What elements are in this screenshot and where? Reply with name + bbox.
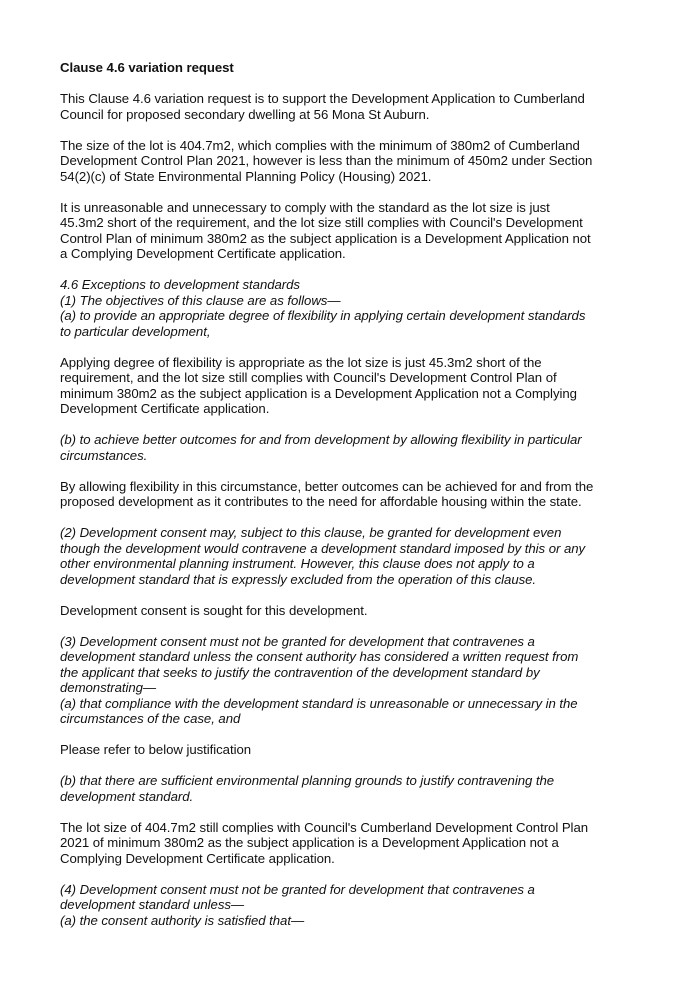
body-paragraph xyxy=(60,820,660,867)
text-line: the applicant that seeks to justify the contravention of the development standard by xyxy=(60,664,540,680)
text-line: other environmental planning instrument. However, this clause does not apply to a xyxy=(60,556,535,571)
text-line: The size of the lot is 404.7m2, which complies with the minimum of 380m2 of Cumberland xyxy=(60,137,580,153)
quoted-clause-paragraph xyxy=(60,525,660,587)
text-line: Complying Development Certificate application. xyxy=(60,850,335,866)
text-line: minimum 380m2 as the subject application is a Development Application not a Complying xyxy=(60,385,577,401)
text-line: to particular development, xyxy=(60,323,211,339)
text-line: development standard that is expressly excluded from the operation of this clause. xyxy=(60,571,537,587)
text-line: Development Certificate application. xyxy=(60,401,270,416)
text-line: development standard unless the consent authority has considered a written request from xyxy=(60,649,579,664)
body-paragraph xyxy=(60,479,660,510)
text-line: proposed development as it contributes to the need for affordable housing within the state. xyxy=(60,494,582,509)
text-line: though the development would contravene a development standard imposed by this or any xyxy=(60,540,586,556)
text-line: (4) Development consent must not be granted for development that contravenes a xyxy=(60,881,535,897)
text-line: Council for proposed secondary dwelling at 56 Mona St Auburn. xyxy=(60,106,430,122)
text-line: (1) The objectives of this clause are as follows— xyxy=(60,292,341,308)
text-line: development standard unless— xyxy=(60,897,245,912)
text-line: requirement, and the lot size still complies with Council's Development Control Plan of xyxy=(60,370,557,385)
text-line: Development Control Plan 2021, however is less than the minimum of 450m2 under Section xyxy=(60,153,593,168)
quoted-clause-paragraph xyxy=(60,277,660,339)
quoted-clause-paragraph xyxy=(60,634,660,727)
text-line: (a) the consent authority is satisfied that— xyxy=(60,912,305,928)
text-line: Control Plan of minimum 380m2 as the subject application is a Development Application not xyxy=(60,230,591,246)
text-line: (3) Development consent must not be granted for development that contravenes a xyxy=(60,633,535,649)
body-paragraph xyxy=(60,355,660,417)
body-paragraph xyxy=(60,91,660,122)
text-line: demonstrating— xyxy=(60,680,157,695)
text-line: development standard. xyxy=(60,788,194,804)
quoted-clause-paragraph xyxy=(60,773,660,804)
text-line: This Clause 4.6 variation request is to support the Development Application to Cumberland xyxy=(60,91,585,106)
text-line: It is unreasonable and unnecessary to comply with the standard as the lot size is just xyxy=(60,199,550,215)
document-title: Clause 4.6 variation request xyxy=(60,60,234,75)
text-line: Development consent is sought for this development. xyxy=(60,602,368,618)
text-line: a Complying Development Certificate application. xyxy=(60,246,346,261)
text-line: circumstances of the case, and xyxy=(60,711,241,726)
body-paragraph xyxy=(60,742,660,758)
document-body xyxy=(60,91,660,928)
text-line: 4.6 Exceptions to development standards xyxy=(60,277,300,292)
text-line: Please refer to below justification xyxy=(60,742,252,757)
text-line: 54(2)(c) of State Environmental Planning Policy (Housing) 2021. xyxy=(60,168,432,184)
text-line: The lot size of 404.7m2 still complies with Council's Cumberland Development Control Plan xyxy=(60,819,589,835)
document-page xyxy=(60,60,660,944)
text-line: Applying degree of flexibility is appropriate as the lot size is just 45.3m2 short of the xyxy=(60,354,542,370)
text-line: (a) that compliance with the development standard is unreasonable or unnecessary in the xyxy=(60,695,578,711)
text-line: By allowing flexibility in this circumstance, better outcomes can be achieved for and from the xyxy=(60,478,594,494)
body-paragraph xyxy=(60,200,660,262)
text-line: (b) to achieve better outcomes for and from development by allowing flexibility in particular xyxy=(60,432,582,447)
quoted-clause-paragraph xyxy=(60,432,660,463)
text-line: circumstances. xyxy=(60,447,148,463)
body-paragraph xyxy=(60,138,660,185)
text-line: 45.3m2 short of the requirement, and the lot size still complies with Council's Development xyxy=(60,215,583,230)
text-line: (b) that there are sufficient environmental planning grounds to justify contravening the xyxy=(60,773,555,788)
text-line: 2021 of minimum 380m2 as the subject application is a Development Application not a xyxy=(60,835,559,850)
body-paragraph xyxy=(60,603,660,619)
text-line: (2) Development consent may, subject to this clause, be granted for development even xyxy=(60,525,562,540)
quoted-clause-paragraph xyxy=(60,882,660,929)
text-line: (a) to provide an appropriate degree of flexibility in applying certain development standards xyxy=(60,308,586,323)
